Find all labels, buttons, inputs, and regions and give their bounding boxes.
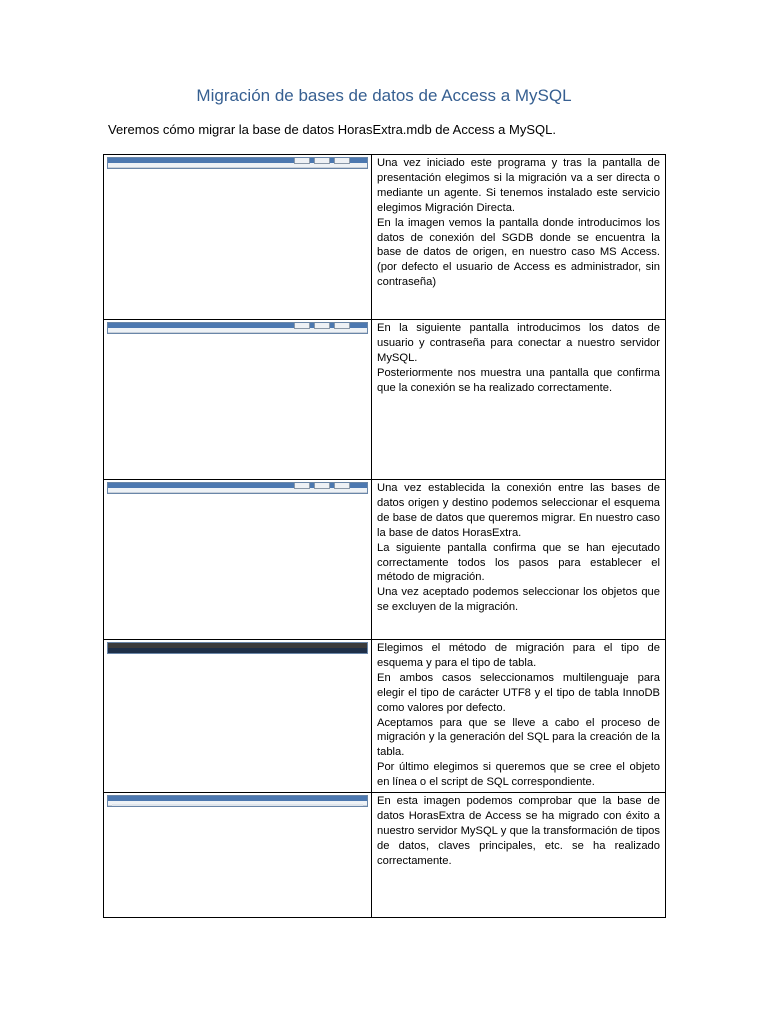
paragraph: En esta imagen podemos comprobar que la base de datos HorasExtra de Access se ha migrado con éxito a nuestro servidor MySQL y que la transformación de tipos de datos, claves principales, etc. se ha realizado correctamente. bbox=[377, 795, 660, 867]
description-cell bbox=[372, 320, 666, 480]
paragraph: La siguiente pantalla confirma que se han ejecutado correctamente todos los pasos para establecer el método de migración. bbox=[377, 541, 660, 584]
paragraph: Una vez establecida la conexión entre las bases de datos origen y destino podemos seleccionar el esquema de base de datos que queremos migrar. En nuestro caso la base de datos HorasExtra. bbox=[377, 482, 660, 539]
intro-text: Veremos cómo migrar la base de datos HorasExtra.mdb de Access a MySQL. bbox=[108, 122, 556, 137]
paragraph: Elegimos el método de migración para el tipo de esquema y para el tipo de tabla. bbox=[377, 642, 660, 669]
screenshot-cell bbox=[104, 480, 372, 640]
screenshot-cell bbox=[104, 320, 372, 480]
screenshot-schemata-selection bbox=[107, 482, 368, 494]
paragraph: Por último elegimos si queremos que se cree el objeto en línea o el script de SQL correspondiente. bbox=[377, 761, 660, 789]
description-cell bbox=[372, 640, 666, 793]
table-row bbox=[104, 793, 666, 918]
paragraph: Una vez iniciado este programa y tras la pantalla de presentación elegimos si la migración va a ser directa o mediante un agente. Si tenemos instalado este servicio elegimos Migración Directa. bbox=[377, 157, 660, 214]
table-row bbox=[104, 320, 666, 480]
table-row bbox=[104, 155, 666, 320]
table-row bbox=[104, 480, 666, 640]
screenshot-cell bbox=[104, 793, 372, 918]
paragraph: Una vez aceptado podemos seleccionar los objetos que se excluyen de la migración. bbox=[377, 586, 660, 614]
screenshot-cell bbox=[104, 155, 372, 320]
paragraph: En ambos casos seleccionamos multilenguaje para elegir el tipo de carácter UTF8 y el tipo de tabla InnoDB como valores por defecto. bbox=[377, 671, 660, 714]
screenshot-cell bbox=[104, 640, 372, 793]
screenshot-source-database bbox=[107, 157, 368, 169]
description-cell bbox=[372, 480, 666, 640]
screenshot-object-mapping bbox=[107, 642, 368, 654]
screenshot-target-database bbox=[107, 322, 368, 334]
paragraph: En la siguiente pantalla introducimos los datos de usuario y contraseña para conectar a nuestro servidor MySQL. bbox=[377, 322, 660, 364]
description-cell bbox=[372, 793, 666, 918]
table-row bbox=[104, 640, 666, 793]
paragraph: Aceptamos para que se lleve a cabo el proceso de migración y la generación del SQL para la creación de la tabla. bbox=[377, 716, 660, 759]
description-cell bbox=[372, 155, 666, 320]
screenshot-query-browser bbox=[107, 795, 368, 807]
content-table bbox=[103, 154, 666, 918]
paragraph: Posteriormente nos muestra una pantalla que confirma que la conexión se ha realizado correctamente. bbox=[377, 366, 660, 394]
paragraph: En la imagen vemos la pantalla donde introducimos los datos de conexión del SGDB donde se encuentra la base de datos de origen, en nuestro caso MS Access. (por defecto el usuario de Access es administrador, sin contraseña) bbox=[377, 216, 660, 289]
document-title: Migración de bases de datos de Access a MySQL bbox=[196, 86, 572, 105]
